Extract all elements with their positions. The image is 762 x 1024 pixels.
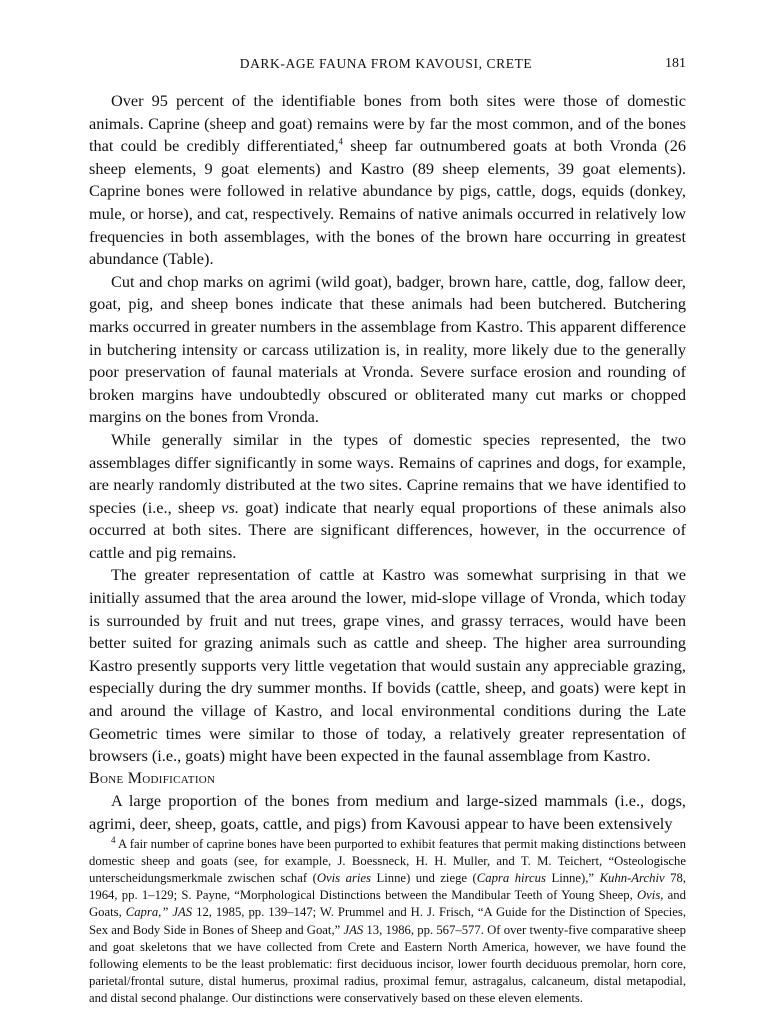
section-heading: Bone Modification	[89, 769, 216, 787]
footnote-marker: 4	[111, 834, 116, 845]
article-body	[89, 90, 686, 1008]
page-header	[86, 56, 686, 76]
footnote: $^4$ A fair number of caprine bones have been purported to exhibit features that permit making distinctions between domestic sheep and goats (see, for example, J. Boessneck, H. H. Muller, and T. M. Teichert, “Osteologische unterscheidungsmerkmale zwischen schaf (Ovis aries Linne) und ziege (Capra hircus Linne),” Kuhn-Archiv 78, 1964, pp. 1–129; S. Payne, “Morphological Distinctions between the Mandibular Teeth of Young Sheep, Ovis, and Goats, Capra,” JAS 12, 1985, pp. 139–147; W. Prummel and H. J. Frisch, “A Guide for the Distinction of Species, Sex and Body Side in Bones of Sheep and Goat,” JAS 13, 1986, pp. 567–577. Of over twenty-five comparative sheep and goat skeletons that we have collected from Crete and Eastern North America, however, we have found the following elements to be the least problematic: first deciduous incisor, lower fourth deciduous premolar, horn core, parietal/frontal suture, distal humerus, proximal radius, proximal femur, astragalus, calcaneum, distal metapodial, and distal second phalange. Our distinctions were conservatively based on these eleven elements.	[89, 834, 686, 1006]
paragraph-1: Over 95 percent of the identifiable bones from both sites were those of domestic animals. Caprine (sheep and goat) remains were by far the most common, and of the bones that could be credibly differentiated,$^4$ sheep far outnumbered goats at both Vronda (26 sheep elements, 9 goat elements) and Kastro (89 sheep elements, 39 goat elements). Caprine bones were followed in relative abundance by pigs, cattle, dogs, equids (donkey, mule, or horse), and cat, respectively. Remains of native animals occurred in relatively low frequencies in both assemblages, with the bones of the brown hare occurring in greatest abundance (Table).	[89, 91, 686, 269]
paragraph-3: While generally similar in the types of domestic species represented, the two assemblages differ significantly in some ways. Remains of caprines and dogs, for example, are nearly randomly distributed at the two sites. Caprine remains that we have identified to species (i.e., sheep vs. goat) indicate that nearly equal proportions of these animals also occurred at both sites. There are significant differences, however, in the occurrence of cattle and pig remains.	[89, 429, 686, 562]
paragraph-2: Cut and chop marks on agrimi (wild goat), badger, brown hare, cattle, dog, fallow deer, goat, pig, and sheep bones indicate that these animals had been butchered. Butchering marks occurred in greater numbers in the assemblage from Kastro. This apparent difference in butchering intensity or carcass utilization is, in reality, more likely due to the generally poor preservation of faunal materials at Vronda. Severe surface erosion and rounding of broken margins have undoubtedly obscured or obliterated many cut marks or chopped margins on the bones from Vronda.	[89, 271, 686, 427]
footnote-ref: 4	[338, 136, 344, 147]
paragraph-4: The greater representation of cattle at Kastro was somewhat surprising in that we initially assumed that the area around the lower, mid-slope village of Vronda, which today is surrounded by fruit and nut trees, grape vines, and grassy terraces, would have been better suited for grazing animals such as cattle and sheep. The higher area surrounding Kastro presently supports very little vegetation that would sustain any appreciable grazing, especially during the dry summer months. If bovids (cattle, sheep, and goats) were kept in and around the village of Kastro, and local environmental conditions during the Late Geometric times were similar to those of today, a relatively greater representation of browsers (i.e., goats) might have been expected in the faunal assemblage from Kastro.	[89, 565, 686, 766]
page-number: 181	[665, 56, 686, 71]
section-paragraph: A large proportion of the bones from medium and large-sized mammals (i.e., dogs, agrimi, deer, sheep, goats, cattle, and pigs) from Kavousi appear to have been extensively	[89, 791, 686, 833]
running-title: DARK-AGE FAUNA FROM KAVOUSI, CRETE	[239, 56, 533, 71]
